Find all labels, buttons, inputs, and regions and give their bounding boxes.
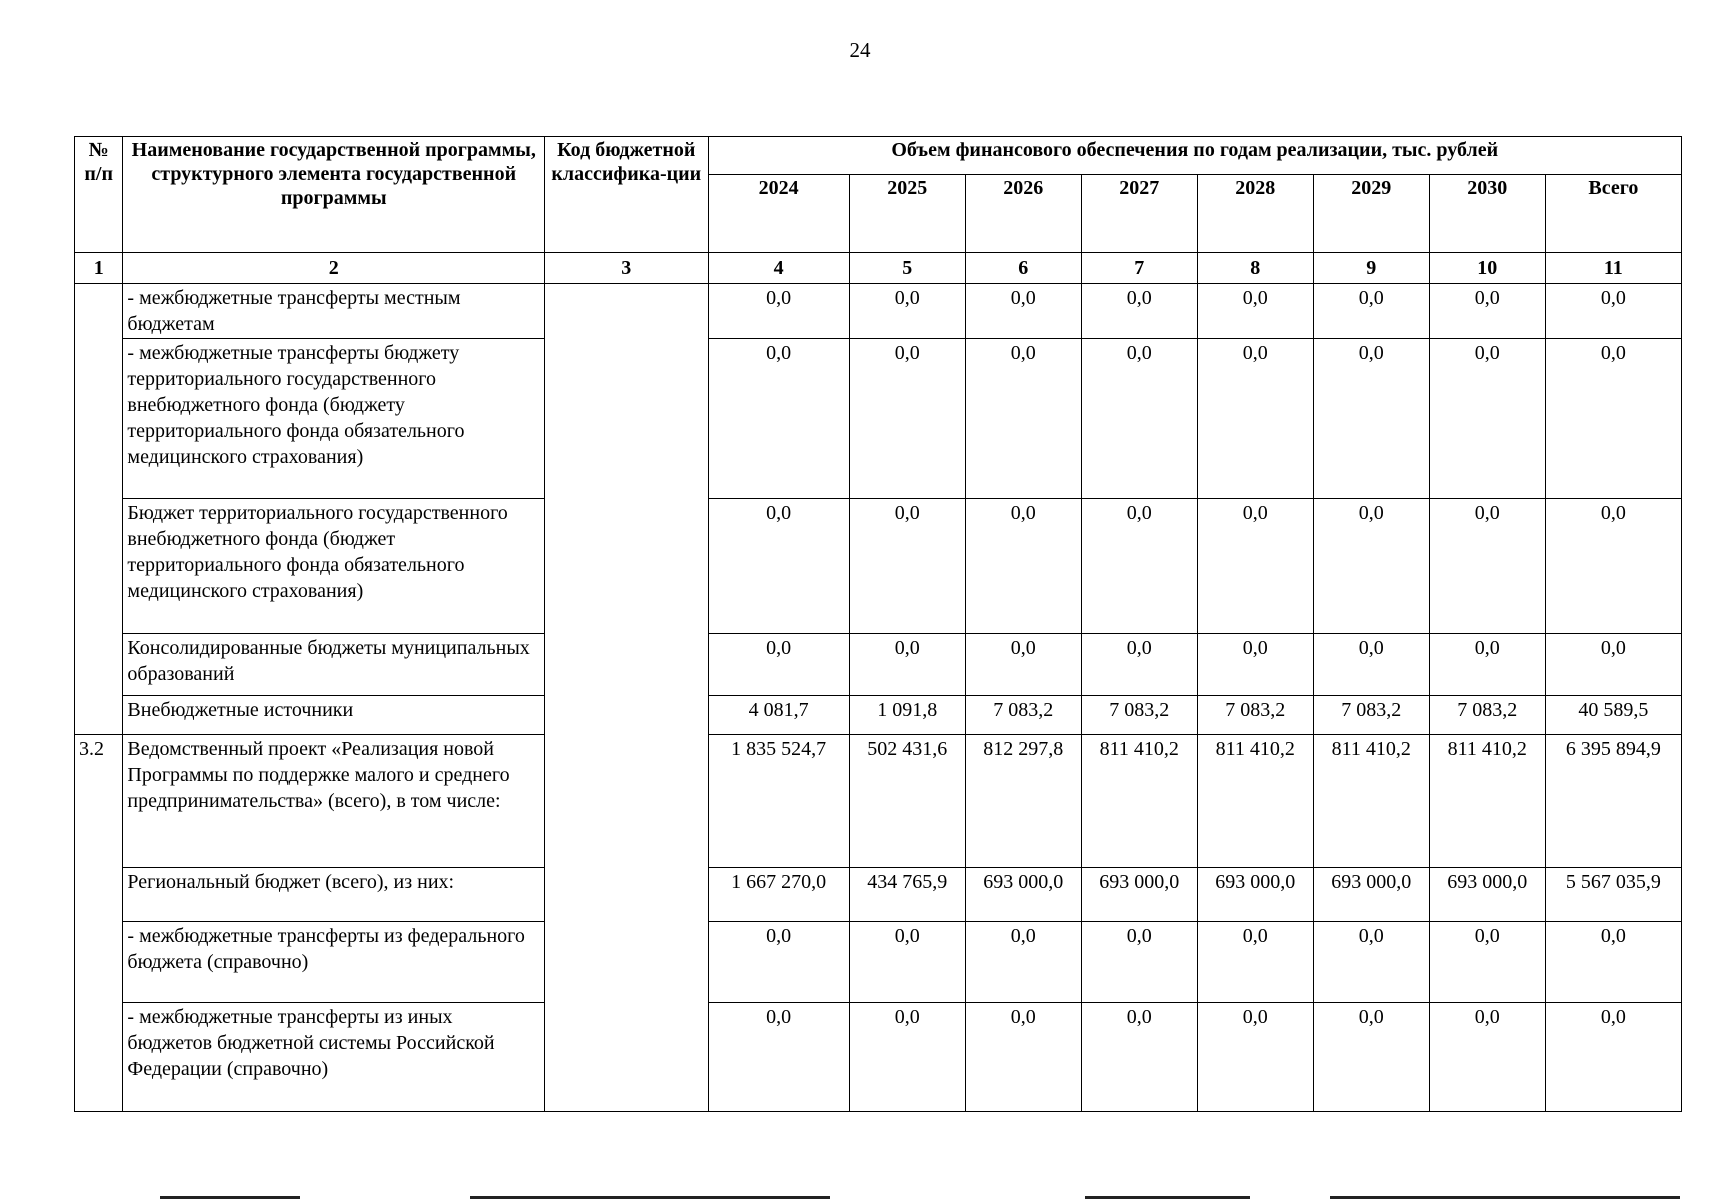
header-year: 2028: [1197, 175, 1313, 253]
table-row: [75, 633, 1682, 696]
row-name: Консолидированные бюджеты муниципальных образований: [123, 633, 545, 696]
value-cell: 0,0: [1545, 922, 1681, 1003]
value-cell: 0,0: [1197, 339, 1313, 498]
value-cell: 811 410,2: [1081, 734, 1197, 867]
value-cell: 0,0: [1429, 1003, 1545, 1112]
value-cell: 4 081,7: [708, 696, 849, 734]
table-row: [75, 339, 1682, 498]
scan-artifact: [160, 1196, 300, 1199]
value-cell: 0,0: [1313, 1003, 1429, 1112]
value-cell: 0,0: [1081, 339, 1197, 498]
value-cell: 7 083,2: [1429, 696, 1545, 734]
value-cell: 0,0: [1197, 498, 1313, 633]
value-cell: 0,0: [708, 633, 849, 696]
scan-artifact: [1330, 1196, 1680, 1199]
value-cell: 0,0: [1313, 284, 1429, 339]
scan-artifact: [470, 1196, 830, 1199]
header-code: Код бюджетной классифика-ции: [545, 137, 708, 253]
value-cell: 0,0: [849, 284, 965, 339]
value-cell: 0,0: [1081, 633, 1197, 696]
value-cell: 0,0: [1197, 284, 1313, 339]
value-cell: 0,0: [965, 1003, 1081, 1112]
value-cell: 0,0: [708, 498, 849, 633]
row-name: - межбюджетные трансферты местным бюджетам: [123, 284, 545, 339]
value-cell: 40 589,5: [1545, 696, 1681, 734]
value-cell: 5 567 035,9: [1545, 867, 1681, 921]
value-cell: 693 000,0: [965, 867, 1081, 921]
table-row: [75, 696, 1682, 734]
value-cell: 0,0: [849, 498, 965, 633]
value-cell: 0,0: [1545, 339, 1681, 498]
value-cell: 0,0: [1313, 339, 1429, 498]
column-number: 1: [75, 253, 123, 284]
value-cell: 7 083,2: [965, 696, 1081, 734]
column-number: 9: [1313, 253, 1429, 284]
value-cell: 0,0: [1313, 633, 1429, 696]
column-number: 8: [1197, 253, 1313, 284]
value-cell: 0,0: [708, 1003, 849, 1112]
column-number: 5: [849, 253, 965, 284]
table-row: [75, 867, 1682, 921]
row-name: - межбюджетные трансферты из федерального бюджета (справочно): [123, 922, 545, 1003]
financing-table: [74, 136, 1682, 1112]
value-cell: 693 000,0: [1429, 867, 1545, 921]
row-name: - межбюджетные трансферты бюджету территориального государственного внебюджетного фонда (бюджету территориального фонда обязательного медицинского страхования): [123, 339, 545, 498]
value-cell: 0,0: [849, 922, 965, 1003]
value-cell: 502 431,6: [849, 734, 965, 867]
value-cell: 6 395 894,9: [1545, 734, 1681, 867]
value-cell: 0,0: [1429, 498, 1545, 633]
value-cell: 1 835 524,7: [708, 734, 849, 867]
budget-code: [545, 284, 708, 1112]
value-cell: 0,0: [1081, 498, 1197, 633]
value-cell: 434 765,9: [849, 867, 965, 921]
value-cell: 811 410,2: [1313, 734, 1429, 867]
value-cell: 7 083,2: [1197, 696, 1313, 734]
value-cell: 0,0: [849, 1003, 965, 1112]
value-cell: 811 410,2: [1429, 734, 1545, 867]
page-number: 24: [849, 38, 871, 62]
row-number: 3.2: [75, 734, 123, 1111]
value-cell: 0,0: [849, 633, 965, 696]
value-cell: 0,0: [1081, 284, 1197, 339]
value-cell: 0,0: [1197, 922, 1313, 1003]
value-cell: 0,0: [1313, 498, 1429, 633]
row-name: Бюджет территориального государственного внебюджетного фонда (бюджет территориального фонда обязательного медицинского страхования): [123, 498, 545, 633]
value-cell: 0,0: [1545, 1003, 1681, 1112]
table-row: [75, 734, 1682, 867]
value-cell: 0,0: [965, 498, 1081, 633]
header-num: № п/п: [75, 137, 123, 253]
row-name: Ведомственный проект «Реализация новой Программы по поддержке малого и среднего предпринимательства» (всего), в том числе:: [123, 734, 545, 867]
row-name: Региональный бюджет (всего), из них:: [123, 867, 545, 921]
header-year: 2027: [1081, 175, 1197, 253]
header-year: 2025: [849, 175, 965, 253]
value-cell: 1 667 270,0: [708, 867, 849, 921]
value-cell: 693 000,0: [1197, 867, 1313, 921]
value-cell: 0,0: [708, 922, 849, 1003]
column-number: 2: [123, 253, 545, 284]
value-cell: 7 083,2: [1081, 696, 1197, 734]
header-name: Наименование государственной программы, структурного элемента государственной программы: [123, 137, 545, 253]
value-cell: 0,0: [1429, 339, 1545, 498]
header-year: 2029: [1313, 175, 1429, 253]
value-cell: 0,0: [1545, 633, 1681, 696]
value-cell: 0,0: [1197, 1003, 1313, 1112]
value-cell: 0,0: [965, 633, 1081, 696]
header-year: 2024: [708, 175, 849, 253]
row-number: [75, 284, 123, 735]
table-row: [75, 922, 1682, 1003]
value-cell: 693 000,0: [1313, 867, 1429, 921]
value-cell: 0,0: [965, 284, 1081, 339]
value-cell: 0,0: [965, 922, 1081, 1003]
value-cell: 0,0: [1429, 922, 1545, 1003]
value-cell: 0,0: [849, 339, 965, 498]
header-total: Всего: [1545, 175, 1681, 253]
value-cell: 0,0: [1313, 922, 1429, 1003]
value-cell: 0,0: [708, 339, 849, 498]
value-cell: 812 297,8: [965, 734, 1081, 867]
column-number: 3: [545, 253, 708, 284]
value-cell: 0,0: [1429, 284, 1545, 339]
value-cell: 0,0: [1429, 633, 1545, 696]
column-number: 6: [965, 253, 1081, 284]
value-cell: 0,0: [965, 339, 1081, 498]
column-numbers-row: [75, 253, 1682, 284]
column-number: 11: [1545, 253, 1681, 284]
value-cell: 0,0: [1545, 284, 1681, 339]
value-cell: 811 410,2: [1197, 734, 1313, 867]
value-cell: 7 083,2: [1313, 696, 1429, 734]
column-number: 7: [1081, 253, 1197, 284]
header-year: 2030: [1429, 175, 1545, 253]
value-cell: 0,0: [708, 284, 849, 339]
value-cell: 0,0: [1081, 922, 1197, 1003]
value-cell: 693 000,0: [1081, 867, 1197, 921]
value-cell: 0,0: [1197, 633, 1313, 696]
table-row: [75, 284, 1682, 339]
table-row: [75, 1003, 1682, 1112]
column-number: 10: [1429, 253, 1545, 284]
row-name: Внебюджетные источники: [123, 696, 545, 734]
column-number: 4: [708, 253, 849, 284]
scan-artifact: [1085, 1196, 1250, 1199]
value-cell: 1 091,8: [849, 696, 965, 734]
row-name: - межбюджетные трансферты из иных бюджетов бюджетной системы Российской Федерации (справочно): [123, 1003, 545, 1112]
value-cell: 0,0: [1545, 498, 1681, 633]
header-year: 2026: [965, 175, 1081, 253]
value-cell: 0,0: [1081, 1003, 1197, 1112]
header-volume: Объем финансового обеспечения по годам реализации, тыс. рублей: [708, 137, 1682, 175]
table-row: [75, 498, 1682, 633]
